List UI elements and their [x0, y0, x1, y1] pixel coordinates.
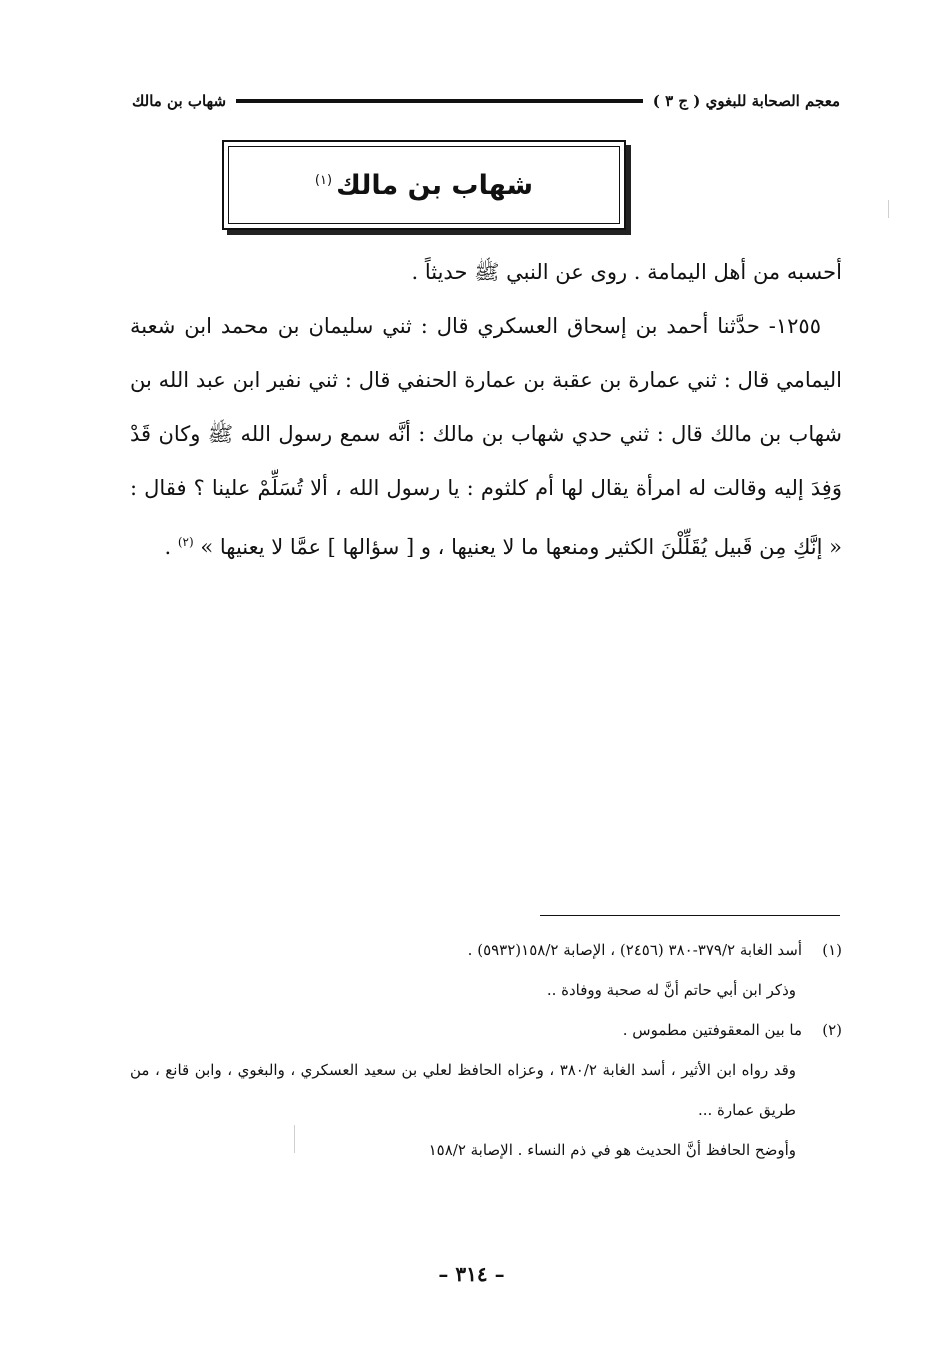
scan-mark	[294, 1125, 295, 1153]
footnote-1-number: (١)	[822, 941, 842, 959]
entry-title-text: شهاب بن مالك	[336, 169, 534, 201]
hadith-end: .	[164, 535, 172, 559]
hadith-text: حدَّثنا أحمد بن إسحاق العسكري قال : ثني سليمان بن محمد ابن شعبة اليمامي قال : ثني عمارة بن عقبة بن عمارة الحنفي قال : ثني نفير ابن عبد الله بن شهاب بن مالك قال : ثني حدي شهاب بن مالك : أنَّه سمع رسول الله ﷺ وكان قَدْ وَفِدَ إليه وقالت له امرأة يقال لها أم كلثوم : يا رسول الله ، ألا تُسَلِّمْ علينا ؟ فقال : « إنَّكِ مِن قَبيل يُقَلِّلْنَ الكثير ومنعها ما لا يعنيها ، و [ سؤالها ] عمَّا لا يعنيها »	[130, 314, 842, 559]
hadith-footnote-ref: (٢)	[177, 535, 194, 549]
scan-mark	[888, 200, 889, 218]
hadith-paragraph	[130, 299, 842, 574]
footnote-2-number: (٢)	[822, 1021, 842, 1039]
header-entry-name: شهاب بن مالك	[132, 92, 227, 110]
footnote-1	[130, 930, 842, 970]
entry-title	[315, 170, 533, 201]
entry-title-box	[222, 140, 626, 230]
running-header	[132, 88, 840, 114]
footnotes	[130, 930, 842, 1170]
footnote-separator	[540, 915, 840, 916]
book-title: معجم الصحابة للبغوي ( ج ٣ )	[652, 92, 840, 110]
intro-paragraph: أحسبه من أهل اليمامة . روى عن النبي ﷺ حديثاً .	[411, 260, 842, 284]
hadith-number: ١٢٥٥-	[768, 314, 821, 338]
footnote-2-line-3: وأوضح الحافظ أنَّ الحديث هو في ذم النساء . الإصابة ١٥٨/٢	[428, 1141, 796, 1159]
footnote-2-line-2: وقد رواه ابن الأثير ، أسد الغابة ٣٨٠/٢ ، وعزاه الحافظ لعلي بن سعيد العسكري ، والبغوي ، وابن قانع ، من طريق عمارة ...	[130, 1061, 796, 1119]
footnote-1-line-2: وذكر ابن أبي حاتم أنَّ له صحبة ووفادة ..	[546, 981, 796, 999]
footnote-2	[130, 1010, 842, 1050]
footnote-2-line-1: ما بين المعقوفتين مطموس .	[622, 1021, 802, 1039]
main-text	[130, 245, 842, 574]
title-footnote-ref: (١)	[314, 172, 333, 188]
header-rule	[236, 99, 643, 103]
page-number: – ٣١٤ –	[438, 1262, 505, 1286]
footnote-1-line-1: أسد الغابة ٣٧٩/٢-٣٨٠ (٢٤٥٦) ، الإصابة ١٥٨/٢(٥٩٣٢) .	[467, 941, 802, 959]
